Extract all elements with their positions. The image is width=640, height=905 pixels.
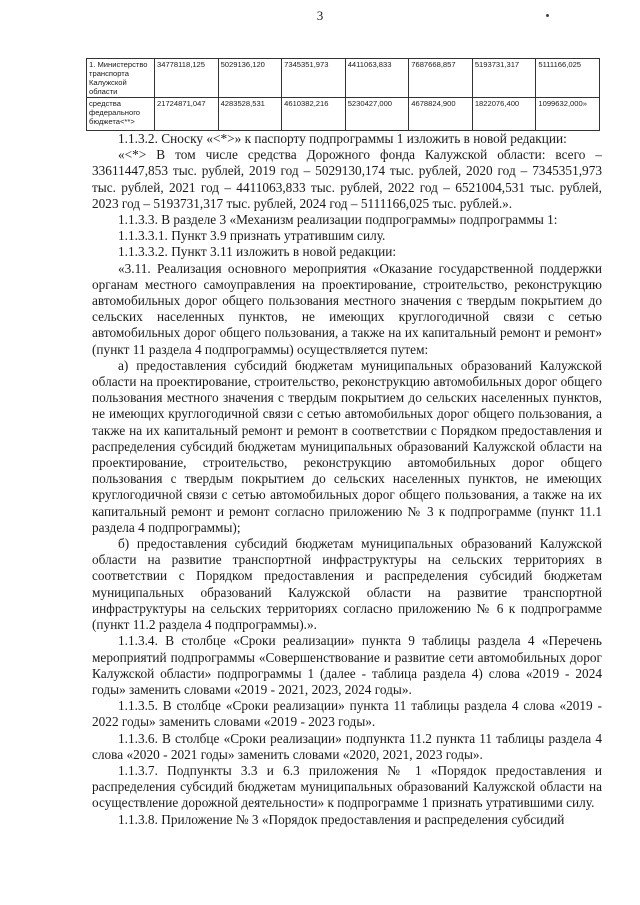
table-cell: 34778118,125 [155, 59, 219, 98]
table-cell: 4610382,216 [282, 98, 346, 131]
document-body [92, 131, 602, 828]
table-row [87, 98, 600, 131]
paragraph: 1.1.3.2. Сноску «<*>» к паспорту подпрограммы 1 изложить в новой редакции: [118, 131, 567, 146]
paragraph: 1.1.3.7. Подпункты 3.3 и 6.3 приложения № 1 «Порядок предоставления и распределения субсидий бюджетам муниципальных образований Калужской области на осуществление дорожной деятельности» к подпрограмме 1 признать утратившими силу. [92, 762, 602, 811]
paragraph: 1.1.3.5. В столбце «Сроки реализации» пункта 11 таблицы раздела 4 слова «2019 - 2022 годы» заменить словами «2019 - 2023 годы». [92, 698, 602, 730]
table-cell-label: средства федерального бюджета<**> [87, 98, 155, 131]
table-cell: 7345351,973 [282, 59, 346, 98]
table-cell: 1099632,000» [536, 98, 600, 131]
paragraph: 1.1.3.3.1. Пункт 3.9 признать утратившим силу. [118, 228, 386, 244]
funding-table [86, 58, 600, 131]
table-cell: 5029136,120 [218, 59, 282, 98]
table-row [87, 59, 600, 98]
paragraph: а) предоставления субсидий бюджетам муниципальных образований Калужской области на проектирование, строительство, реконструкцию автомобильных дорог общего пользования местного значения с твердым покрытием до сельских населенных пунктов, не имеющих круглогодичной связи с сетью автомобильных дорог общего пользования, а также на их капитальный ремонт и ремонт в соответствии с Порядком предоставления и распределения субсидий бюджетам муниципальных образований Калужской области на проектирование, строительство, реконструкцию автомобильных дорог общего пользования с твердым покрытием до сельских населенных пунктов, не имеющих круглогодичной связи с сетью автомобильных дорог общего пользования, а также на их капитальный ремонт и ремонт согласно приложению № 3 к подпрограмме (пункт 11.1 раздела 4 подпрограммы); [92, 357, 602, 535]
table-cell: 4678824,900 [409, 98, 473, 131]
paragraph: 1.1.3.3. В разделе 3 «Механизм реализации подпрограммы» подпрограммы 1: [118, 212, 558, 228]
paragraph: 1.1.3.6. В столбце «Сроки реализации» подпункта 11.2 пункта 11 таблицы раздела 4 слова «2020 - 2021 годы» заменить словами «2020, 2021, 2023 годы». [92, 730, 602, 762]
paragraph: 1.1.3.3.2. Пункт 3.11 изложить в новой редакции: [118, 244, 397, 260]
paragraph: «3.11. Реализация основного мероприятия «Оказание государственной поддержки органам местного самоуправления на проектирование, строительство, реконструкцию автомобильных дорог общего пользования местного значения с твердым покрытием до сельских населенных пунктов, не имеющих круглогодичной связи с сетью автомобильных дорог общего пользования, а также на их капитальный ремонт и ремонт» (пункт 11 раздела 4 подпрограммы) осуществляется путем: [92, 260, 602, 357]
table-cell: 5193731,317 [472, 59, 536, 98]
table-cell: 4283528,531 [218, 98, 282, 131]
paragraph: «<*> В том числе средства Дорожного фонда Калужской области: всего – 33611447,853 тыс. рублей, 2019 год – 5029130,174 тыс. рублей, 2020 год – 7345351,973 тыс. рублей, 2021 год – 4411063,833 тыс. рублей, 2022 год – 6521004,531 тыс. рублей, 2023 год – 5193731,317 тыс. рублей, 2024 год – 5111166,025 тыс. рублей.». [92, 147, 602, 211]
paragraph: 1.1.3.8. Приложение № 3 «Порядок предоставления и распределения субсидий [118, 811, 565, 827]
table-cell: 1822076,400 [472, 98, 536, 131]
table-cell: 7687668,857 [409, 59, 473, 98]
table-cell: 5230427,000 [345, 98, 409, 131]
table-cell: 4411063,833 [345, 59, 409, 98]
table-cell: 21724871,047 [155, 98, 219, 131]
paragraph: 1.1.3.4. В столбце «Сроки реализации» пункта 9 таблицы раздела 4 «Перечень мероприятий подпрограммы «Совершенствование и развитие сети автомобильных дорог Калужской области» подпрограммы 1 (далее - таблица раздела 4) слова «2019 - 2024 годы» заменить словами «2019 - 2021, 2023, 2024 годы». [92, 633, 602, 697]
table-cell-label: 1. Министерство транспорта Калужской области [87, 59, 155, 98]
page-number: 3 [316, 8, 324, 23]
paragraph: б) предоставления субсидий бюджетам муниципальных образований Калужской области на развитие транспортной инфраструктуры на сельских территориях в соответствии с Порядком предоставления и распределения субсидий бюджетам муниципальных образований Калужской области на развитие транспортной инфраструктуры на сельских территориях согласно приложению № 6 к подпрограмме (пункт 11.2 раздела 4 подпрограммы).». [92, 536, 602, 633]
table-cell: 5111166,025 [536, 59, 600, 98]
scan-dot [546, 14, 549, 17]
